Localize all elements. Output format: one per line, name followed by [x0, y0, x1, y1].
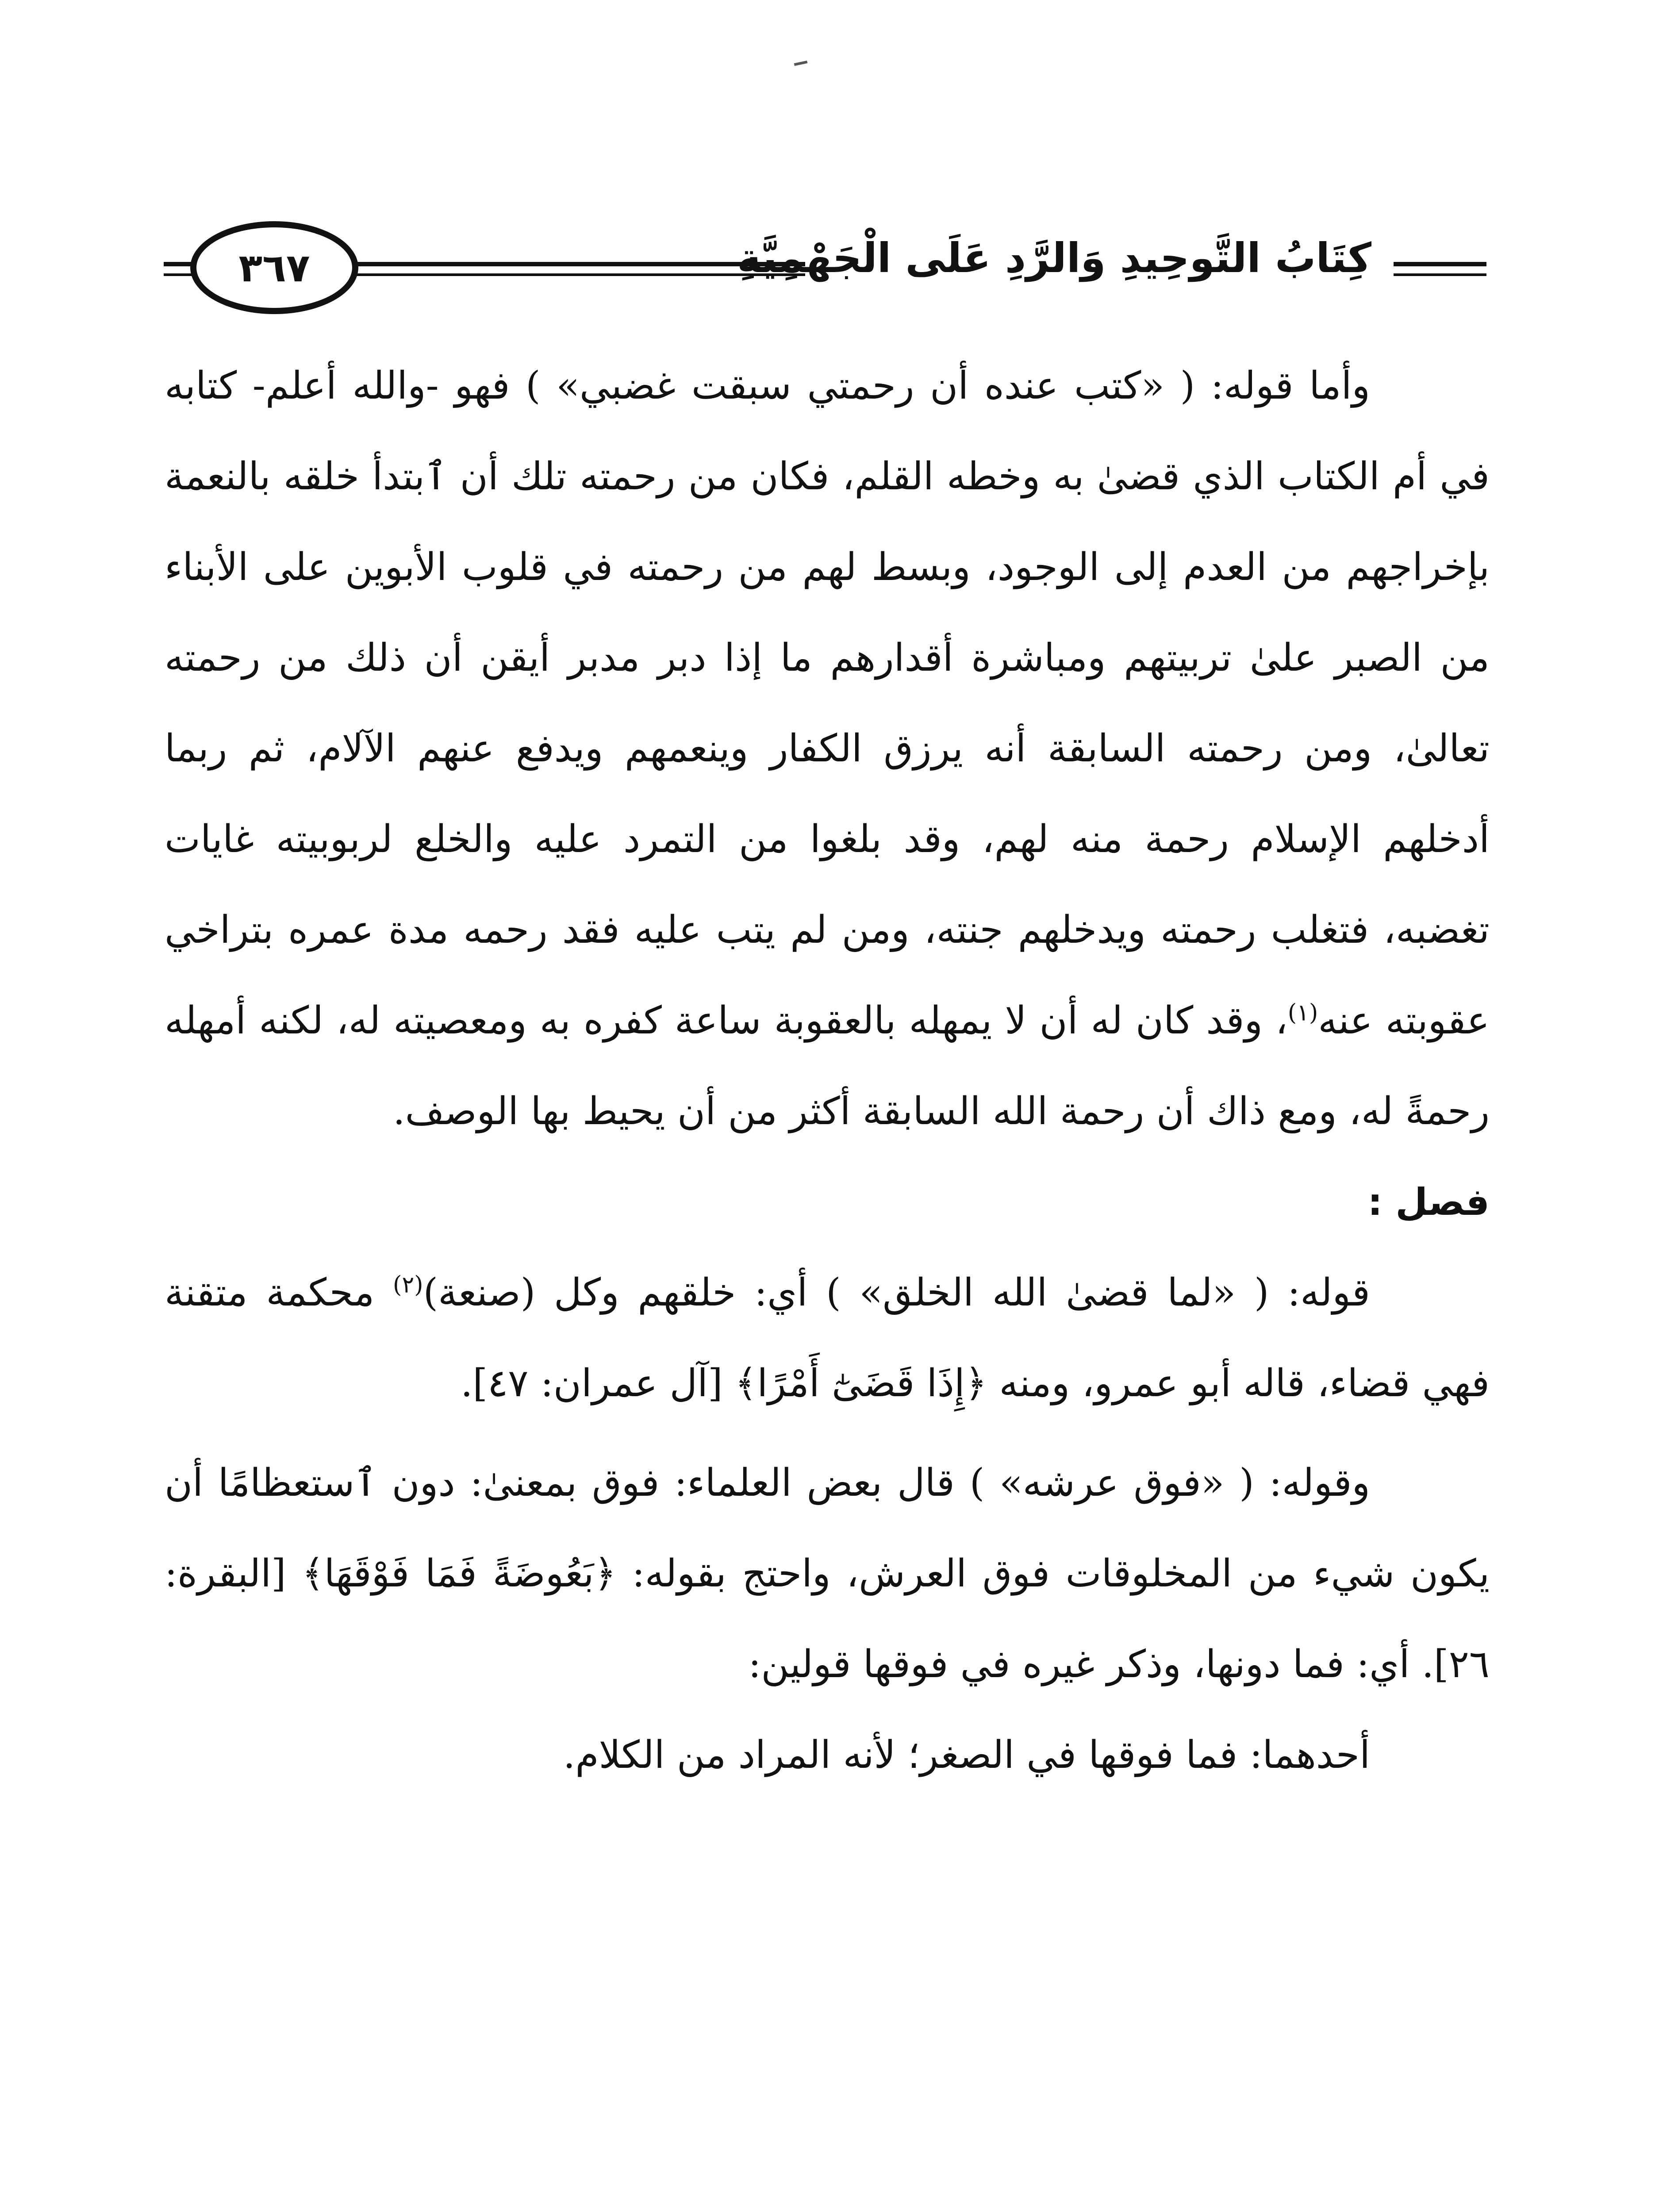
- main-text: [165, 341, 1490, 1801]
- paragraph-text: أحدهما: فما فوقها في الصغر؛ لأنه المراد من الكلام.: [563, 1733, 1370, 1777]
- footnote-ref: (١): [1287, 999, 1318, 1026]
- paragraph-text: وقوله: ( «فوق عرشه» ) قال بعض العلماء: فوق بمعنىٰ: دون ٱستعظامًا أن يكون شيء من المخلوقات فوق العرش، واحتج بقوله: ﴿بَعُوضَةً فَمَا فَوْقَهَا﴾ [البقرة: ٢٦]. أي: فما دونها، وذكر غيره في فوقها قولين:: [165, 1461, 1490, 1686]
- paragraph: [165, 341, 1490, 1157]
- section-title: فصل :: [1367, 1180, 1490, 1224]
- page-number: ٣٦٧: [190, 221, 358, 314]
- paragraph-text: وأما قوله: ( «كتب عنده أن رحمتي سبقت غضبي» ) فهو -والله أعلم- كتابه في أم الكتاب الذي قضىٰ به وخطه القلم، فكان من رحمته تلك أن ٱبتدأ خلقه بالنعمة بإخراجهم من العدم إلى الوجود، وبسط لهم من رحمته في قلوب الأبوين على الأبناء من الصبر علىٰ تربيتهم ومباشرة أقدارهم ما إذا دبر مدبر أيقن أن ذلك من رحمته تعالىٰ، ومن رحمته السابقة أنه يرزق الكفار وينعمهم ويدفع عنهم الآلام، ثم ربما أدخلهم الإسلام رحمة منه لهم، وقد بلغوا من التمرد عليه والخلع لربوبيته غايات تغضبه، فتغلب رحمته ويدخلهم جنته، ومن لم يتب عليه فقد رحمه مدة عمره بتراخي عقوبته عنه: [165, 364, 1490, 1043]
- header-rule: [1394, 262, 1486, 266]
- paragraph: [165, 1710, 1490, 1801]
- section-heading: [165, 1157, 1490, 1248]
- footnote-ref: (٢): [393, 1271, 423, 1298]
- paragraph: [165, 1438, 1490, 1710]
- paragraph: [165, 1248, 1490, 1429]
- header-rule: [1394, 273, 1486, 276]
- running-header: [164, 221, 1486, 319]
- scan-mark: [794, 61, 808, 66]
- running-title: كِتَابُ التَّوحِيدِ وَالرَّدِ عَلَى الْجَهْمِيَّةِ: [737, 234, 1371, 282]
- paragraph-text: محكمة متقنة فهي قضاء، قاله أبو عمرو، ومنه ﴿إِذَا قَضَىٰٓ أَمْرًا﴾ [آل عمران: ٤٧].: [165, 1271, 1490, 1406]
- paragraph-text: ، وقد كان له أن لا يمهله بالعقوبة ساعة كفره به ومعصيته له، لكنه أمهله رحمةً له، ومع ذاك أن رحمة الله السابقة أكثر من أن يحيط بها الوصف.: [165, 998, 1490, 1133]
- paragraph-text: قوله: ( «لما قضىٰ الله الخلق» ) أي: خلقهم وكل (صنعة): [423, 1271, 1370, 1315]
